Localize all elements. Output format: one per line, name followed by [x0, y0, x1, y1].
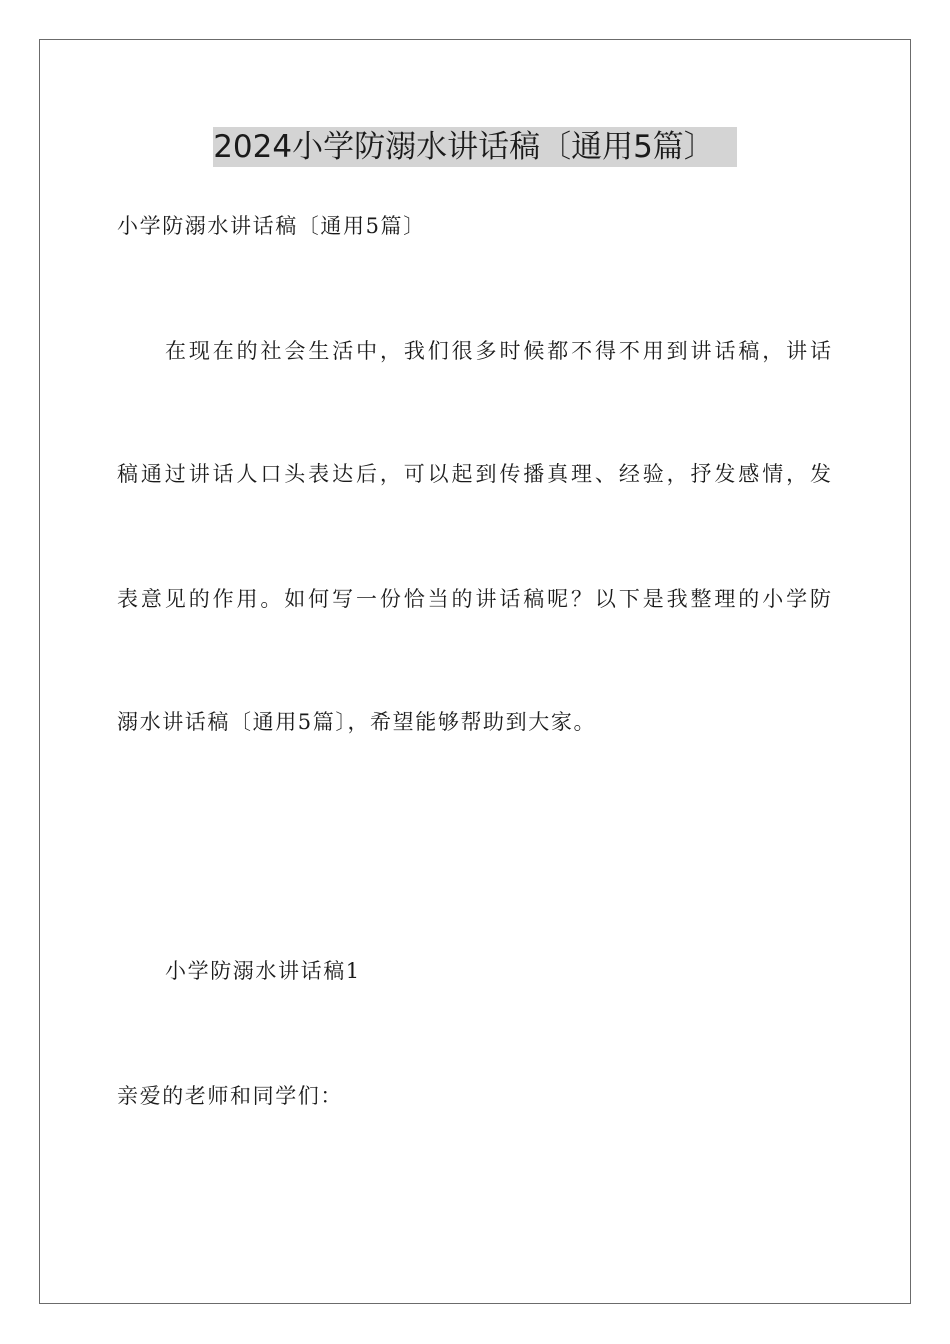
intro-line-4: 溺水讲话稿〔通用5篇〕，希望能够帮助到大家。 — [117, 710, 597, 734]
intro-line-1: 在现在的社会生活中，我们很多时候都不得不用到讲话稿，讲话 — [165, 339, 831, 363]
intro-line-2: 稿通过讲话人口头表达后，可以起到传播真理、经验，抒发感情，发 — [117, 462, 831, 486]
salutation: 亲爱的老师和同学们： — [117, 1084, 343, 1108]
document-title: 2024小学防溺水讲话稿〔通用5篇〕 — [213, 127, 737, 167]
title-container — [0, 127, 950, 167]
document-subtitle: 小学防溺水讲话稿〔通用5篇〕 — [117, 214, 426, 238]
intro-line-3: 表意见的作用。如何写一份恰当的讲话稿呢？以下是我整理的小学防 — [117, 587, 831, 611]
section-heading: 小学防溺水讲话稿1 — [165, 959, 361, 983]
